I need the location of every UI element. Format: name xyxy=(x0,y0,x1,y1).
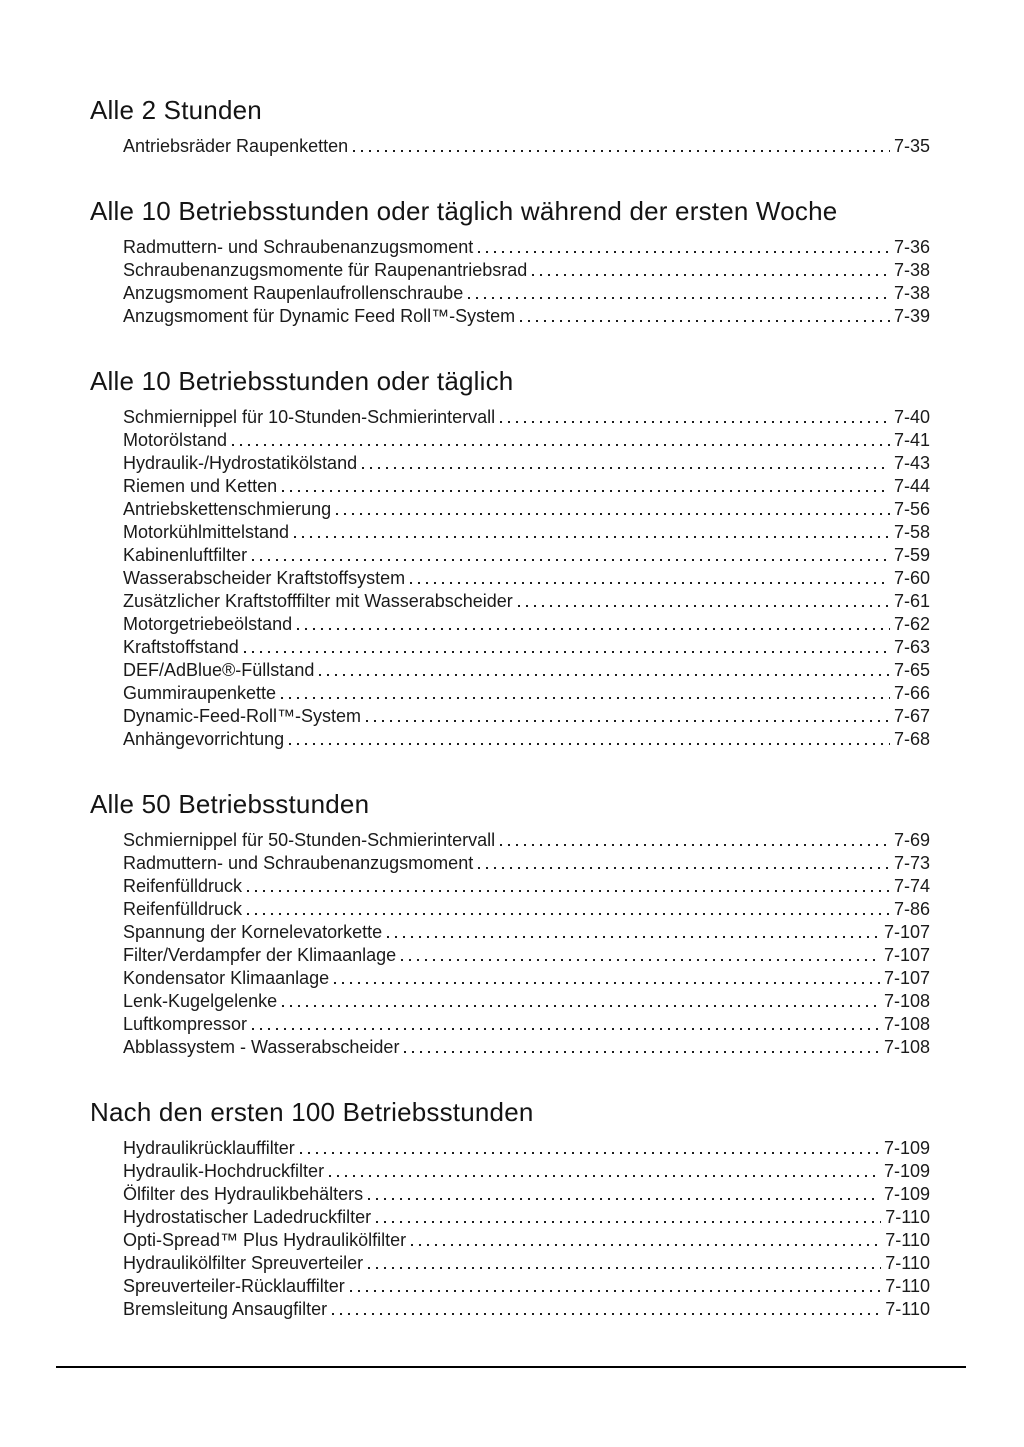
toc-entry-label: Riemen und Ketten xyxy=(123,476,278,496)
dot-leader xyxy=(353,150,890,152)
toc-entry xyxy=(90,705,930,728)
toc-entry-label: Hydraulikölfilter Spreuverteiler xyxy=(123,1253,364,1273)
toc-entry-page: 7-107 xyxy=(883,968,930,988)
toc-entry-label: Lenk-Kugelgelenke xyxy=(123,991,278,1011)
dot-leader xyxy=(368,1267,881,1269)
toc-entry-label: Dynamic-Feed-Roll™-System xyxy=(123,706,362,726)
toc-entry-label: Hydraulikrücklauffilter xyxy=(123,1138,295,1158)
toc-entry-label: Kondensator Klimaanlage xyxy=(123,968,330,988)
toc-entry-label: Schmiernippel für 10-Stunden-Schmierintervall xyxy=(123,407,496,427)
dot-leader xyxy=(332,1313,881,1315)
toc-entry-page: 7-35 xyxy=(893,136,930,156)
toc-entry xyxy=(90,682,930,705)
toc-entry xyxy=(90,452,930,475)
footer-divider xyxy=(56,1366,966,1368)
toc-entry-page: 7-56 xyxy=(893,499,930,519)
toc-entry xyxy=(90,259,930,282)
toc-entry-label: Antriebskettenschmierung xyxy=(123,499,332,519)
toc-entry-page: 7-74 xyxy=(893,876,930,896)
toc-entry-label: Ölfilter des Hydraulikbehälters xyxy=(123,1184,364,1204)
toc-entry-label: Zusätzlicher Kraftstofffilter mit Wasserabscheider xyxy=(123,591,513,611)
dot-leader xyxy=(300,1152,880,1154)
toc-entry-label: Radmuttern- und Schraubenanzugsmoment xyxy=(123,237,474,257)
dot-leader xyxy=(232,444,890,446)
dot-leader xyxy=(478,867,890,869)
toc-entry xyxy=(90,1137,930,1160)
toc-entry xyxy=(90,1183,930,1206)
toc-entry-label: Opti-Spread™ Plus Hydraulikölfilter xyxy=(123,1230,407,1250)
toc-entry-label: Motorkühlmittelstand xyxy=(123,522,290,542)
dot-leader xyxy=(247,890,890,892)
toc-entry xyxy=(90,429,930,452)
toc-entry-label: Hydrostatischer Ladedruckfilter xyxy=(123,1207,372,1227)
dot-leader xyxy=(500,844,890,846)
section-title: Nach den ersten 100 Betriebsstunden xyxy=(90,1097,534,1127)
toc-entry-label: Spreuverteiler-Rücklauffilter xyxy=(123,1276,345,1296)
toc-entry-page: 7-110 xyxy=(885,1299,930,1319)
dot-leader xyxy=(404,1051,880,1053)
dot-leader xyxy=(410,582,890,584)
toc-entry xyxy=(90,1206,930,1229)
toc-entry xyxy=(90,728,930,751)
toc-entry-page: 7-109 xyxy=(883,1138,930,1158)
toc-entry xyxy=(90,967,930,990)
dot-leader xyxy=(282,490,890,492)
toc-entry-label: Radmuttern- und Schraubenanzugsmoment xyxy=(123,853,474,873)
section-title: Alle 50 Betriebsstunden xyxy=(90,789,370,819)
toc-entry-page: 7-73 xyxy=(893,853,930,873)
toc-entry xyxy=(90,544,930,567)
toc-entry xyxy=(90,1036,930,1059)
toc-entry xyxy=(90,1275,930,1298)
toc-section xyxy=(90,95,930,158)
dot-leader xyxy=(319,674,890,676)
dot-leader xyxy=(244,651,890,653)
toc-entry xyxy=(90,613,930,636)
dot-leader xyxy=(297,628,890,630)
toc-entry-page: 7-86 xyxy=(893,899,930,919)
toc-entry-label: Gummiraupenkette xyxy=(123,683,277,703)
section-title: Alle 10 Betriebsstunden oder täglich xyxy=(90,366,514,396)
toc-entry xyxy=(90,898,930,921)
toc-entry-page: 7-107 xyxy=(883,922,930,942)
toc-entry-label: Motorgetriebeölstand xyxy=(123,614,293,634)
section-title: Alle 2 Stunden xyxy=(90,95,262,125)
toc-entry xyxy=(90,1252,930,1275)
toc-entry-page: 7-63 xyxy=(893,637,930,657)
toc-entry-page: 7-60 xyxy=(893,568,930,588)
dot-leader xyxy=(282,1005,880,1007)
toc-entry xyxy=(90,236,930,259)
toc-entry-label: Reifenfülldruck xyxy=(123,876,243,896)
dot-leader xyxy=(247,913,890,915)
toc-entry-label: Spannung der Kornelevatorkette xyxy=(123,922,383,942)
toc-entry-page: 7-58 xyxy=(893,522,930,542)
toc-entry-label: Abblassystem - Wasserabscheider xyxy=(123,1037,400,1057)
toc-entry-page: 7-39 xyxy=(893,306,930,326)
toc-entry-page: 7-108 xyxy=(883,1037,930,1057)
toc-entry xyxy=(90,135,930,158)
toc-entry-page: 7-44 xyxy=(893,476,930,496)
dot-leader xyxy=(520,320,890,322)
section-title: Alle 10 Betriebsstunden oder täglich während der ersten Woche xyxy=(90,196,838,226)
dot-leader xyxy=(368,1198,880,1200)
toc-entry xyxy=(90,1298,930,1321)
toc-entry-page: 7-43 xyxy=(893,453,930,473)
toc-entry-page: 7-68 xyxy=(893,729,930,749)
toc-entry-label: Anzugsmoment für Dynamic Feed Roll™-System xyxy=(123,306,516,326)
dot-leader xyxy=(387,936,880,938)
toc-entry-page: 7-108 xyxy=(883,991,930,1011)
dot-leader xyxy=(289,743,890,745)
dot-leader xyxy=(401,959,880,961)
toc-entry xyxy=(90,1160,930,1183)
toc-entry-page: 7-66 xyxy=(893,683,930,703)
toc-entry xyxy=(90,305,930,328)
toc-entry xyxy=(90,282,930,305)
toc-entry xyxy=(90,406,930,429)
toc-entry-label: Anzugsmoment Raupenlaufrollenschraube xyxy=(123,283,464,303)
toc-entry-label: Wasserabscheider Kraftstoffsystem xyxy=(123,568,406,588)
dot-leader xyxy=(294,536,890,538)
toc-entry xyxy=(90,1229,930,1252)
toc-entry xyxy=(90,852,930,875)
toc-entry-page: 7-108 xyxy=(883,1014,930,1034)
toc-entry-label: Kabinenluftfilter xyxy=(123,545,248,565)
dot-leader xyxy=(334,982,880,984)
toc-entry-page: 7-59 xyxy=(893,545,930,565)
dot-leader xyxy=(376,1221,881,1223)
toc-entry-page: 7-65 xyxy=(893,660,930,680)
toc-entry-label: Schraubenanzugsmomente für Raupenantriebsrad xyxy=(123,260,528,280)
toc-entry-label: Filter/Verdampfer der Klimaanlage xyxy=(123,945,397,965)
toc-entry-page: 7-38 xyxy=(893,260,930,280)
toc-entry-label: Anhängevorrichtung xyxy=(123,729,285,749)
toc-entry-page: 7-67 xyxy=(893,706,930,726)
toc-entry-label: Bremsleitung Ansaugfilter xyxy=(123,1299,328,1319)
toc-entry-page: 7-110 xyxy=(885,1276,930,1296)
toc-entry xyxy=(90,659,930,682)
toc-entry-page: 7-110 xyxy=(885,1230,930,1250)
dot-leader xyxy=(281,697,890,699)
toc-entry xyxy=(90,829,930,852)
toc-entry-label: Kraftstoffstand xyxy=(123,637,239,657)
toc-entry-label: Hydraulik-Hochdruckfilter xyxy=(123,1161,325,1181)
toc-entry-page: 7-109 xyxy=(883,1184,930,1204)
dot-leader xyxy=(329,1175,880,1177)
toc-entry-page: 7-36 xyxy=(893,237,930,257)
toc-entry xyxy=(90,590,930,613)
toc-entry-page: 7-40 xyxy=(893,407,930,427)
toc-entry-page: 7-69 xyxy=(893,830,930,850)
dot-leader xyxy=(500,421,890,423)
toc-section xyxy=(90,366,930,751)
toc-entry-page: 7-62 xyxy=(893,614,930,634)
toc-entry xyxy=(90,636,930,659)
toc-sections xyxy=(90,95,930,1321)
toc-entry-label: Reifenfülldruck xyxy=(123,899,243,919)
toc-entry xyxy=(90,921,930,944)
toc-entry-label: Luftkompressor xyxy=(123,1014,248,1034)
dot-leader xyxy=(468,297,890,299)
toc-entry-label: Hydraulik-/Hydrostatikölstand xyxy=(123,453,358,473)
toc-entry xyxy=(90,521,930,544)
toc-entry-page: 7-109 xyxy=(883,1161,930,1181)
toc-entry-label: DEF/AdBlue®-Füllstand xyxy=(123,660,315,680)
toc-entry-page: 7-61 xyxy=(893,591,930,611)
toc-entry xyxy=(90,990,930,1013)
toc-section xyxy=(90,789,930,1059)
toc-entry-page: 7-41 xyxy=(893,430,930,450)
dot-leader xyxy=(366,720,890,722)
toc-section xyxy=(90,1097,930,1321)
toc-entry-page: 7-107 xyxy=(883,945,930,965)
toc-entry-label: Antriebsräder Raupenketten xyxy=(123,136,349,156)
toc-entry xyxy=(90,498,930,521)
toc-entry xyxy=(90,1013,930,1036)
toc-entry-page: 7-110 xyxy=(885,1207,930,1227)
dot-leader xyxy=(411,1244,881,1246)
toc-entry-page: 7-38 xyxy=(893,283,930,303)
toc-entry-label: Schmiernippel für 50-Stunden-Schmierintervall xyxy=(123,830,496,850)
dot-leader xyxy=(518,605,890,607)
dot-leader xyxy=(532,274,890,276)
dot-leader xyxy=(252,1028,880,1030)
toc-entry xyxy=(90,567,930,590)
toc-entry-page: 7-110 xyxy=(885,1253,930,1273)
dot-leader xyxy=(478,251,890,253)
dot-leader xyxy=(350,1290,882,1292)
dot-leader xyxy=(336,513,890,515)
toc-entry xyxy=(90,475,930,498)
toc-entry-label: Motorölstand xyxy=(123,430,228,450)
toc-section xyxy=(90,196,930,328)
dot-leader xyxy=(362,467,890,469)
toc-entry xyxy=(90,875,930,898)
dot-leader xyxy=(252,559,890,561)
toc-entry xyxy=(90,944,930,967)
